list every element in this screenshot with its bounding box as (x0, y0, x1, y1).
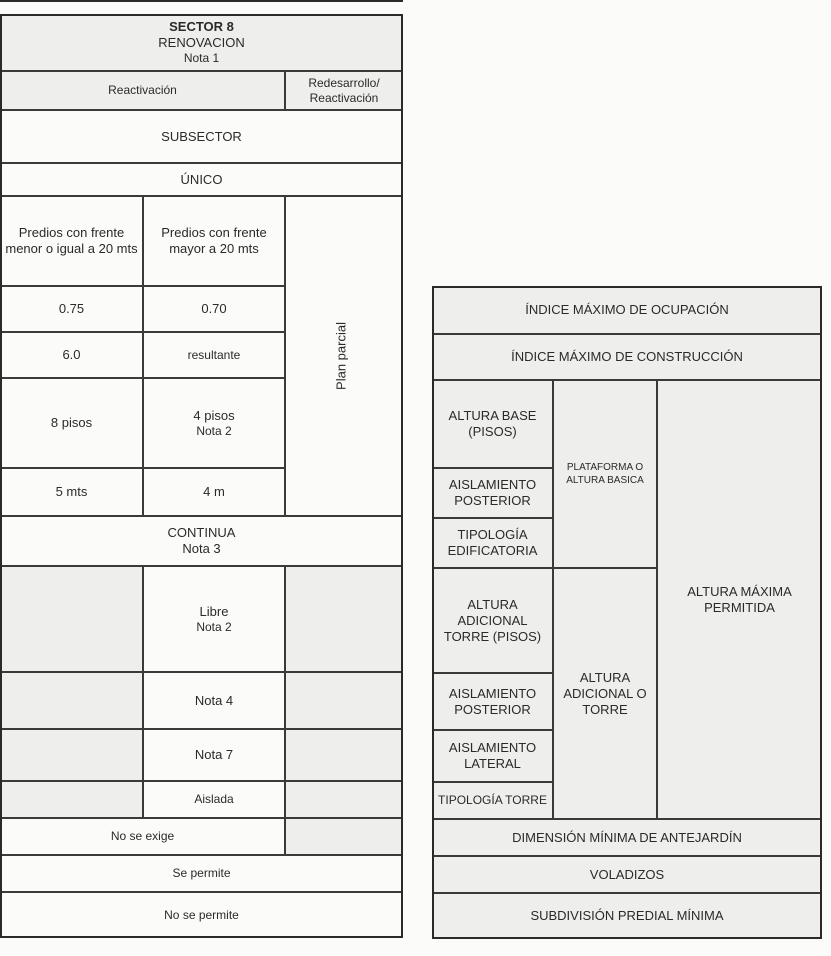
altura-col2: 4 pisos Nota 2 (143, 378, 285, 468)
label-altura-adicional-torre: ALTURA ADICIONAL TORRE (PISOS) (432, 568, 553, 673)
col2-header: Predios con frente mayor a 20 mts (143, 196, 285, 286)
nota4-col1-empty (0, 672, 143, 729)
antejardin-cell: No se exige (0, 818, 285, 855)
tipologia-row: CONTINUA Nota 3 (0, 516, 403, 566)
aislamiento-col1: 5 mts (0, 468, 143, 516)
ocupacion-col1: 0.75 (0, 286, 143, 332)
aislada-col3-empty (285, 781, 403, 818)
torre-col3-empty (285, 566, 403, 672)
torre-col1-empty (0, 566, 143, 672)
label-aislamiento-lateral: AISLAMIENTO LATERAL (432, 730, 553, 782)
nota7-col1-empty (0, 729, 143, 781)
sector-title: SECTOR 8 (169, 19, 234, 34)
mode-redesarrollo: Redesarrollo/ Reactivación (285, 71, 403, 110)
label-plataforma: PLATAFORMA O ALTURA BASICA (553, 380, 657, 568)
subdivision-cell: No se permite (0, 892, 403, 938)
label-voladizos: VOLADIZOS (432, 856, 822, 893)
mode-reactivacion: Reactivación (0, 71, 285, 110)
label-tipologia-torre: TIPOLOGÍA TORRE (432, 782, 553, 819)
sector-header (0, 14, 403, 71)
construccion-col1: 6.0 (0, 332, 143, 378)
construccion-col2: resultante (143, 332, 285, 378)
label-indice-ocupacion: ÍNDICE MÁXIMO DE OCUPACIÓN (432, 286, 822, 334)
antejardin-col3-empty (285, 818, 403, 855)
label-tipologia-edificatoria: TIPOLOGÍA EDIFICATORIA (432, 518, 553, 568)
aislada-cell: Aislada (143, 781, 285, 818)
aislada-col1-empty (0, 781, 143, 818)
sector-note: Nota 1 (183, 51, 220, 65)
nota7-cell: Nota 7 (143, 729, 285, 781)
voladizos-cell: Se permite (0, 855, 403, 892)
nota4-col3-empty (285, 672, 403, 729)
label-indice-construccion: ÍNDICE MÁXIMO DE CONSTRUCCIÓN (432, 334, 822, 380)
label-antejardin: DIMENSIÓN MÍNIMA DE ANTEJARDÍN (432, 819, 822, 856)
torre-col2: Libre Nota 2 (143, 566, 285, 672)
label-altura-base: ALTURA BASE (PISOS) (432, 380, 553, 468)
nota7-col3-empty (285, 729, 403, 781)
label-aislamiento-posterior-1: AISLAMIENTO POSTERIOR (432, 468, 553, 518)
label-subdivision: SUBDIVISIÓN PREDIAL MÍNIMA (432, 893, 822, 939)
aislamiento-col2: 4 m (143, 468, 285, 516)
subsector-label: SUBSECTOR (0, 110, 403, 163)
top-border-stub (0, 0, 403, 2)
col1-header: Predios con frente menor o igual a 20 mts (0, 196, 143, 286)
label-aislamiento-posterior-2: AISLAMIENTO POSTERIOR (432, 673, 553, 730)
unico-row: ÚNICO (0, 163, 403, 196)
altura-col1: 8 pisos (0, 378, 143, 468)
ocupacion-col2: 0.70 (143, 286, 285, 332)
sector-subtitle: RENOVACION (158, 35, 245, 50)
label-altura-adicional-o-torre: ALTURA ADICIONAL O TORRE (553, 568, 657, 819)
nota4-cell: Nota 4 (143, 672, 285, 729)
label-altura-maxima: ALTURA MÁXIMA PERMITIDA (657, 380, 822, 819)
plan-parcial-label: Plan parcial (333, 322, 349, 390)
